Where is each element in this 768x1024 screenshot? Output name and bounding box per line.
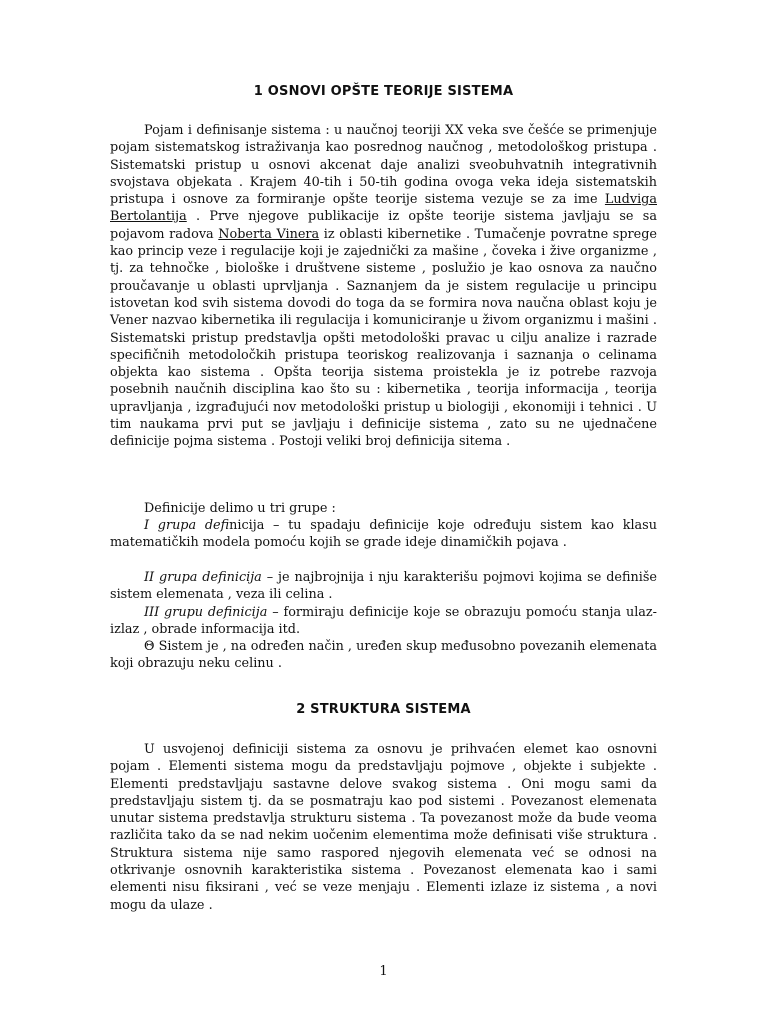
section-2-title: 2 STRUKTURA SISTEMA bbox=[296, 702, 471, 717]
definition-group-1 bbox=[110, 517, 657, 552]
document-page bbox=[110, 0, 657, 1024]
system-definition: Θ Sistem je , na određen način , uređen skup međusobno povezanih elemenata koji obrazuju neku celinu . bbox=[110, 639, 657, 672]
section-1-title: 1 OSNOVI OPŠTE TEORIJE SISTEMA bbox=[253, 84, 514, 99]
definition-group-3 bbox=[110, 604, 657, 639]
section-2-paragraph: U usvojenoj definiciji sistema za osnovu je prihvaćen elemet kao osnovni pojam . Elementi sistema mogu da predstavljaju pojmove , objekte i subjekte . Elementi predstavljaju sastavne delove svakog sistema . Oni mogu sami da predstavljaju sistem tj. da se posmatraju kao pod sistemi . Povezanost elemenata unutar sistema predstavlja strukturu sistema . Ta povezanost može da bude veoma različita tako da se nad nekim uočenim elementima može definisati više struktura . Struktura sistema nije samo raspored njegovih elemenata već se odnosi na otkrivanje osnovnih karakteristika sistema . Povezanost elemenata kao i sami elementi nisu fiksirani , već se veze menjaju . Elementi izlaze iz sistema , a novi mogu da ulaze . bbox=[110, 742, 657, 913]
group-2-label: II grupa definicija bbox=[144, 570, 262, 585]
paragraph-text: . Prve njegove publikacije iz opšte teorije sistema javljaju se sa pojavom radova bbox=[110, 209, 657, 242]
group-3-label: III grupu definicija bbox=[144, 605, 268, 620]
group-1-label: I grupa defi bbox=[144, 518, 230, 533]
link-noberta-vinera[interactable]: Noberta Vinera bbox=[218, 226, 320, 242]
paragraph-text: Pojam i definisanje sistema : u naučnoj teoriji XX veka sve češće se primenjuje pojam sistematskog istraživanja kao posrednog naučnog , metodološkog pristupa . Sistematski pristup u osnovi akcenat daje analizi sveobuhvatnih integrativnih svojstava objekata . Krajem 40-tih i 50-tih godina ovoga veka ideja sistematskih pristupa i osnove za formiranje opšte teorije sistema vezuje se za ime bbox=[110, 123, 657, 208]
group-1-text: nicija – tu spadaju definicije koje određuju sistem kao klasu matematičkih modela pomoću kojih se grade ideje dinamičkih pojava . bbox=[110, 518, 657, 551]
paragraph-text: iz oblasti kibernetike . Tumačenje povratne sprege kao princip veze i regulacije koji je zajednički za mašine , čoveka i žive organizme , tj. za tehnočke , biološke i društvene sisteme , poslužio je kao osnova za naučno proučavanje u oblasti uprvljanja . Saznanjem da je sistem regulacije u principu istovetan kod svih sistema dovodi do toga da se formira nova naučna oblast koju je Vener nazvao kibernetika ili regulacija i komuniciranje u živom organizmu i mašini . Sistematski pristup predstavlja opšti metodološki pravac u cilju analize i razrade specifičnih metodoločkih pristupa teoriskog realizovanja i saznanja o celinama objekta kao sistema . Opšta teorija sistema proistekla je iz potrebe razvoja posebnih naučnih disciplina kao što su : kibernetika , teorija informacija , teorija upravljanja , izgrađujući nov metodološki pristup u biologiji , ekonomiji i tehnici . U tim naukama prvi put se javljaju i definicije sistema , zato su ne ujednačene definicije pojma sistema . Postoji veliki broj definicija sitema . bbox=[110, 226, 657, 450]
section-1-paragraph bbox=[110, 122, 657, 451]
page-number: 1 bbox=[379, 964, 388, 979]
link-ludviga-bertolantija[interactable]: Ludviga Bertolantija bbox=[110, 192, 657, 225]
group-3-text: – formiraju definicije koje se obrazuju pomoću stanja ulaz-izlaz , obrade informacija itd. bbox=[110, 605, 657, 638]
definitions-intro: Definicije delimo u tri grupe : bbox=[144, 501, 336, 516]
definition-group-2 bbox=[110, 569, 657, 604]
group-2-text: – je najbrojnija i nju karakterišu pojmovi kojima se definiše sistem elemenata , veza ili celina . bbox=[110, 570, 657, 603]
